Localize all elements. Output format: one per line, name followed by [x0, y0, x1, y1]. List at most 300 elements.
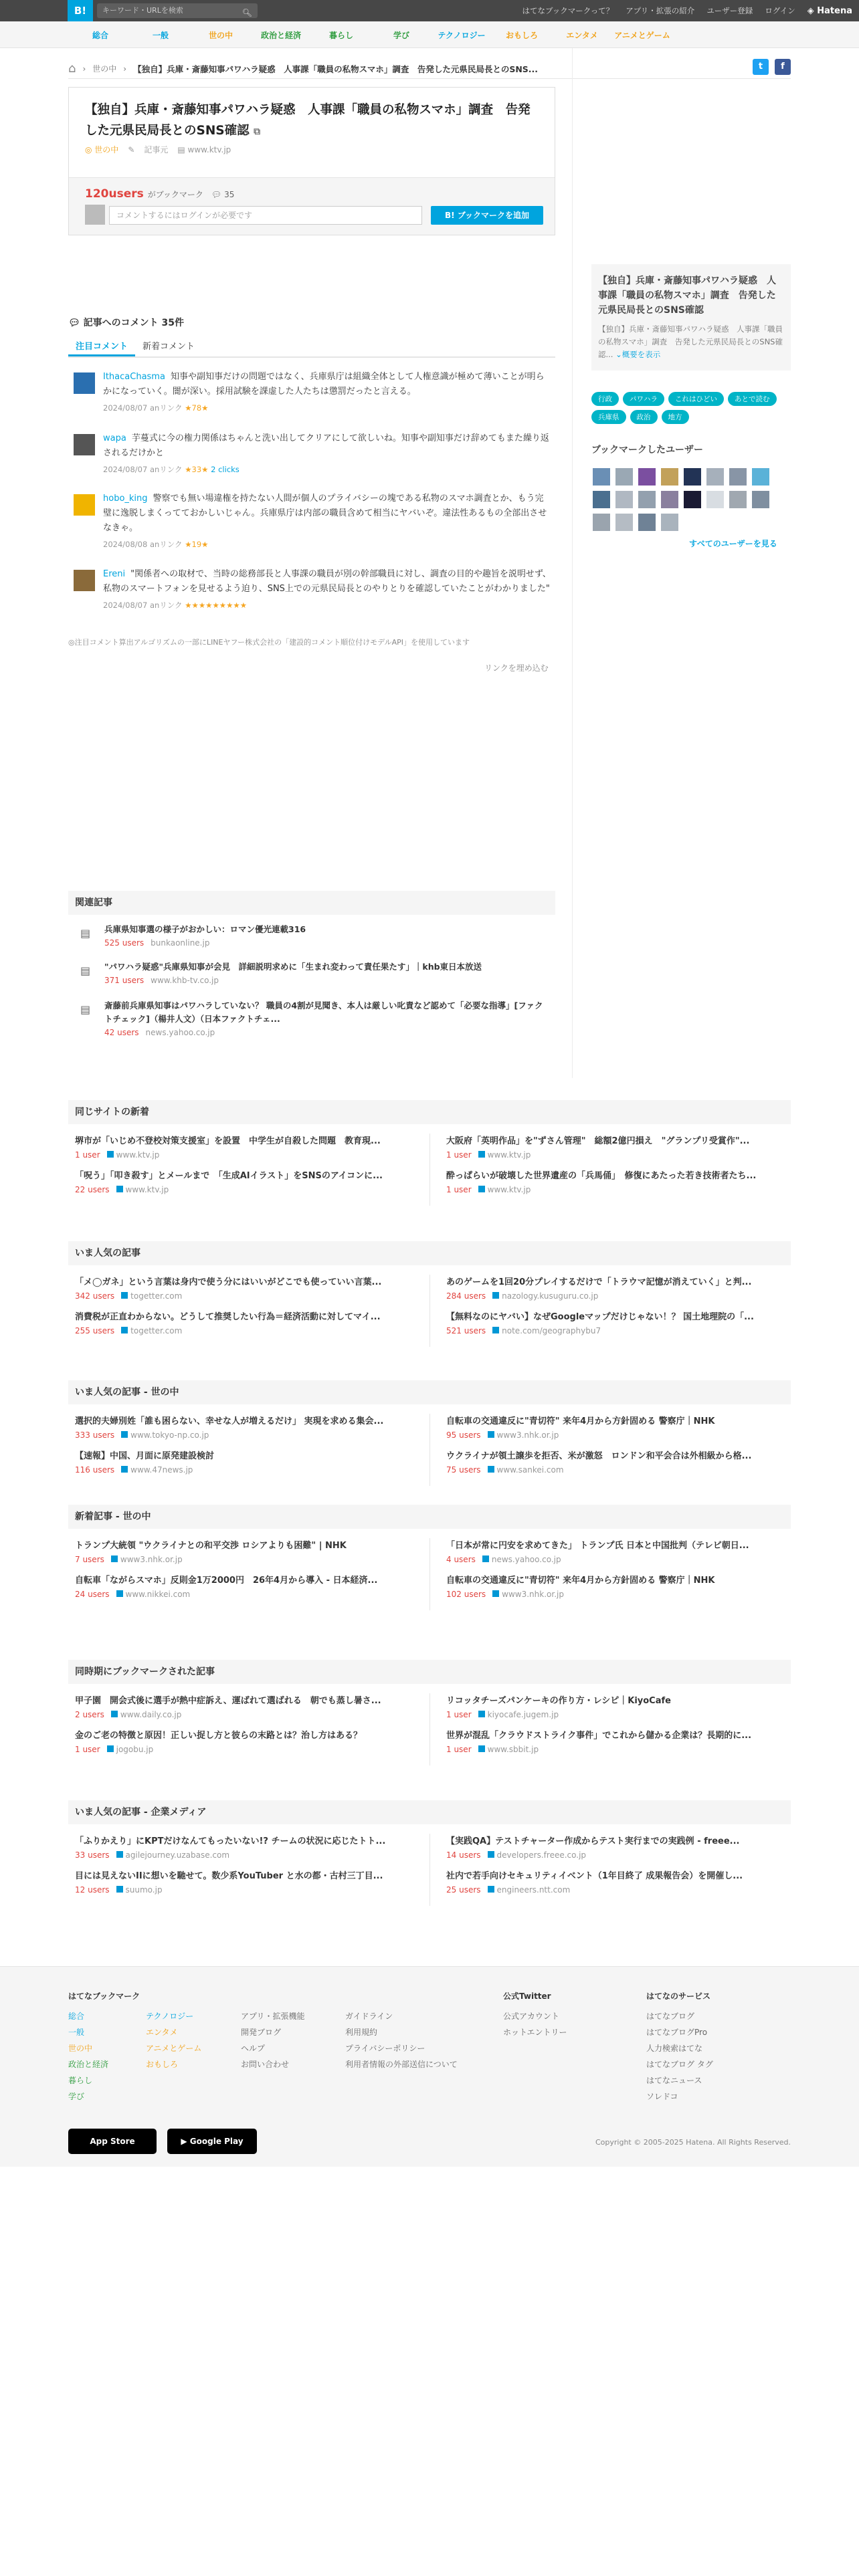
entry-category[interactable]: ◎ 世の中	[85, 145, 119, 154]
comment-icon: 💬︎	[211, 190, 222, 199]
footer-link[interactable]: おもしろ	[146, 2060, 179, 2069]
article-domain: suumo.jp	[125, 1885, 163, 1895]
bookmark-user-grid	[593, 468, 787, 531]
avatar[interactable]	[74, 570, 95, 591]
avatar[interactable]	[706, 468, 724, 486]
article-item[interactable]	[68, 1688, 413, 1723]
related-domain: bunkaonline.jp	[151, 938, 210, 948]
article-domain: www3.nhk.or.jp	[496, 1430, 559, 1440]
sidebar-summary	[591, 264, 791, 370]
article-domain: www.47news.jp	[130, 1465, 193, 1475]
article-domain: note.com/geographybu7	[502, 1326, 601, 1335]
article-item[interactable]	[440, 1863, 784, 1898]
google-play-button[interactable]: ▶ Google Play	[167, 2129, 257, 2154]
related-domain: www.khb-tv.co.jp	[151, 976, 219, 985]
footer-link[interactable]: 利用者情報の外部送信について	[345, 2060, 458, 2069]
footer-services-col	[646, 1988, 713, 2105]
article-section	[68, 1800, 791, 1914]
embed-link[interactable]: リンクを埋め込む	[484, 663, 549, 673]
favicon-icon	[116, 1186, 123, 1192]
article-domain: kiyocafe.jugem.jp	[487, 1710, 559, 1719]
avatar[interactable]	[752, 491, 769, 508]
comment-username[interactable]: Ereni	[103, 569, 126, 579]
article-title[interactable]: ウクライナが領土譲歩を拒否、米が激怒 ロンドン和平会合は外相級から格...	[446, 1451, 752, 1461]
nav-item[interactable]: アニメとゲーム	[614, 30, 670, 40]
sidebar-desc: 【独自】兵庫・斎藤知事パワハラ疑惑 人事課「職員の私物スマホ」調査 告発した元県民局長とのSNS確認... ⌄概要を表示	[598, 324, 783, 359]
clicks-count: 2 clicks	[211, 465, 240, 474]
nav-item[interactable]: 暮らし	[328, 30, 353, 40]
article-title[interactable]: あのゲームを1回20分プレイするだけで「トラウマ記憶が消えていく」と判...	[446, 1277, 752, 1287]
section-heading: 同じサイトの新着	[68, 1100, 791, 1124]
footer-service-link[interactable]: 人力検索はてな	[646, 2044, 703, 2053]
app-store-button[interactable]: App Store	[68, 2129, 157, 2154]
show-summary-link[interactable]: ⌄概要を表示	[615, 350, 661, 359]
article-item[interactable]	[68, 1533, 413, 1568]
article-domain: developers.freee.co.jp	[496, 1850, 587, 1860]
article-section	[68, 1380, 791, 1494]
article-users[interactable]: 2 users	[75, 1710, 104, 1719]
tag-list	[591, 392, 791, 424]
article-domain: togetter.com	[130, 1291, 183, 1301]
footer-link[interactable]: 世の中	[68, 2044, 93, 2053]
comment-note: ◎注目コメント算出アルゴリズムの一部にLINEヤフー株式会社の「建設的コメント順位付けモデルAPI」を使用しています	[68, 638, 470, 647]
search-input[interactable]	[97, 3, 258, 18]
apps-link[interactable]: アプリ・拡張の紹介	[626, 6, 695, 15]
nav-item[interactable]: 総合	[92, 30, 108, 40]
article-item[interactable]	[440, 1568, 784, 1602]
article-domain: www.ktv.jp	[487, 1150, 531, 1160]
article-title[interactable]: トランプ大統領 "ウクライナとの和平交渉 ロシアよりも困難" | NHK	[75, 1541, 347, 1551]
article-item[interactable]	[68, 1863, 413, 1898]
article-title[interactable]: 「ふりかえり」にKPTだけなんてもったいない!? チームの状況に応じたトト...	[75, 1836, 386, 1846]
avatar[interactable]	[593, 491, 610, 508]
comment-icon: 💬︎	[68, 318, 84, 328]
comment-username[interactable]: IthacaChasma	[103, 372, 165, 382]
avatar[interactable]	[593, 514, 610, 531]
favicon-icon	[488, 1466, 494, 1473]
related-users[interactable]: 525 users	[104, 938, 145, 948]
footer-service-link[interactable]: ソレドコ	[646, 2092, 678, 2101]
article-item[interactable]	[440, 1533, 784, 1568]
section-heading: いま人気の記事 - 企業メディア	[68, 1800, 791, 1824]
article-users[interactable]: 95 users	[446, 1430, 481, 1440]
article-users[interactable]: 1 user	[75, 1150, 100, 1160]
comment-count: 35	[224, 190, 235, 199]
related-users[interactable]: 371 users	[104, 976, 145, 985]
article-section	[68, 1241, 791, 1355]
avatar[interactable]	[615, 514, 633, 531]
favicon-icon	[478, 1151, 485, 1158]
star-icon[interactable]: ★★★★★★★★★	[185, 601, 248, 610]
comment-text: 芋蔓式に今の権力関係はちゃんと洗い出してクリアにして欲しいね。知事や副知事だけ辞めてもまた繰り返されるだけかと	[103, 433, 549, 458]
favicon-icon	[121, 1466, 128, 1473]
article-title[interactable]: 世界が混乱「クラウドストライク事件」でこれから儲かる企業は？長期的に...	[446, 1731, 752, 1741]
article-title[interactable]: 目には見えないIIに想いを馳せて。数少系YouTuber と水の都・古村三丁目...	[75, 1871, 383, 1881]
article-domain: togetter.com	[130, 1326, 183, 1335]
nav-item[interactable]: 一般	[152, 30, 169, 40]
avatar[interactable]	[615, 468, 633, 486]
avatar[interactable]	[729, 468, 747, 486]
avatar[interactable]	[593, 468, 610, 486]
avatar[interactable]	[661, 468, 678, 486]
favicon-icon	[121, 1292, 128, 1299]
category-nav	[0, 21, 859, 48]
favicon-icon	[107, 1151, 114, 1158]
top-links	[522, 0, 852, 21]
footer-link[interactable]: 政治と経済	[68, 2060, 109, 2069]
article-item[interactable]	[440, 1723, 784, 1757]
article-item[interactable]	[68, 1723, 413, 1757]
footer-service-link[interactable]: はてなブログ タグ	[646, 2060, 713, 2069]
article-domain: www.sbbit.jp	[487, 1745, 539, 1754]
avatar[interactable]	[74, 372, 95, 394]
article-domain: jogobu.jp	[116, 1745, 154, 1754]
footer-link[interactable]: 一般	[68, 2028, 85, 2037]
article-section	[68, 1100, 791, 1214]
article-domain: nazology.kusuguru.co.jp	[502, 1291, 599, 1301]
footer-bookmark-title: はてなブックマーク	[68, 1992, 140, 2001]
favicon-icon	[488, 1431, 494, 1438]
nav-item[interactable]: エンタメ	[566, 30, 598, 40]
comment-username[interactable]: wapa	[103, 433, 126, 443]
bookmark-users-title: ブックマークしたユーザー	[591, 445, 704, 455]
search-icon[interactable]: 🔍︎	[242, 8, 252, 17]
favicon-icon	[492, 1590, 499, 1597]
article-title[interactable]: 大阪府「英明作品」を"ずさん管理" 総額2億円損え "グランプリ受賞作"...	[446, 1136, 750, 1146]
article-section	[68, 1660, 791, 1774]
article-title[interactable]: 【無料なのにヤバい】なぜGoogleマップだけじゃない！？ 国土地理院の「...	[446, 1312, 754, 1322]
page-icon: ▤	[177, 144, 188, 154]
footer-twitter-link[interactable]: ホットエントリー	[503, 2028, 567, 2037]
section-heading: 同時期にブックマークされた記事	[68, 1660, 791, 1684]
article-title[interactable]: 「呪う」「叩き殺す」とメールまで 「生成AIイラスト」をSNSのアイコンに...	[75, 1171, 383, 1181]
bookmark-users-count[interactable]: 120users がブックマーク 💬︎ 35	[85, 187, 235, 201]
star-icon[interactable]: ★19★	[185, 540, 209, 549]
hatena-brand-link[interactable]	[807, 6, 852, 16]
nav-item[interactable]: 政治と経済	[260, 30, 301, 40]
article-domain: engineers.ntt.com	[496, 1885, 571, 1895]
article-domain: www3.nhk.or.jp	[120, 1555, 183, 1564]
avatar[interactable]	[661, 514, 678, 531]
article-title[interactable]: 自転車の交通違反に"青切符" 来年4月から方針固める 警察庁｜NHK	[446, 1576, 715, 1586]
footer-link[interactable]: 総合	[68, 2012, 85, 2021]
article-users[interactable]: 14 users	[446, 1850, 481, 1860]
avatar[interactable]	[661, 491, 678, 508]
hatena-logo-icon: ◈	[807, 5, 818, 16]
comment-input[interactable]: コメントするにはログインが必要です	[109, 206, 422, 225]
edit-icon[interactable]: ✎	[128, 144, 135, 154]
favicon-icon	[492, 1292, 499, 1299]
comment-date[interactable]: 2024/08/07	[103, 403, 148, 413]
tag[interactable]: あとで読む	[728, 392, 777, 406]
article-title[interactable]: 金のご老の特徴と原因！正しい捉し方と彼らの末路とは？治し方はある？	[75, 1731, 363, 1741]
article-domain: www.sankei.com	[496, 1465, 564, 1475]
home-icon[interactable]: ⌂	[68, 62, 76, 76]
footer-link[interactable]: アニメとゲーム	[146, 2044, 202, 2053]
favicon-icon	[116, 1886, 123, 1893]
article-users[interactable]: 333 users	[75, 1430, 115, 1440]
article-item[interactable]	[440, 1163, 784, 1198]
tag[interactable]: 行政	[591, 392, 619, 406]
article-users[interactable]: 1 user	[446, 1185, 472, 1194]
article-domain: news.yahoo.co.jp	[491, 1555, 561, 1564]
avatar[interactable]	[638, 468, 656, 486]
tag[interactable]: 政治	[630, 410, 658, 424]
comments-heading: 💬︎ 記事へのコメント 35件	[68, 318, 185, 328]
article-users[interactable]: 75 users	[446, 1465, 481, 1475]
footer	[0, 1966, 859, 2167]
nav-item[interactable]: テクノロジー	[438, 30, 486, 40]
article-item[interactable]	[68, 1128, 413, 1163]
article-users[interactable]: 284 users	[446, 1291, 486, 1301]
favicon-icon	[492, 1327, 499, 1333]
favicon-icon	[482, 1555, 489, 1562]
comment-link[interactable]: anリンク	[149, 403, 183, 413]
hatena-bookmark-logo[interactable]: B!	[68, 0, 93, 21]
tab-newest[interactable]: 新着コメント	[142, 342, 195, 352]
related-heading: 関連記事	[68, 891, 555, 915]
favicon-icon	[107, 1745, 114, 1752]
article-title[interactable]: 酔っぱらいが破壊した世界遺産の「兵馬俑」 修復にあたった若き技術者たち...	[446, 1171, 757, 1181]
document-icon: ▤	[80, 927, 91, 940]
article-domain: agilejourney.uzabase.com	[125, 1850, 230, 1860]
avatar[interactable]	[74, 494, 95, 516]
avatar[interactable]	[638, 514, 656, 531]
article-users[interactable]: 1 user	[446, 1745, 472, 1754]
article-item[interactable]	[440, 1828, 784, 1863]
sidebar-title[interactable]: 【独自】兵庫・斎藤知事パワハラ疑惑 人事課「職員の私物スマホ」調査 告発した元県民局長とのSNS確認	[598, 276, 776, 316]
article-users[interactable]: 255 users	[75, 1326, 115, 1335]
footer-bookmark-col	[68, 1988, 140, 2008]
article-section	[68, 1505, 791, 1618]
breadcrumb: ⌂ › 世の中 › 【独自】兵庫・斎藤知事パワハラ疑惑 人事課「職員の私物スマホ」調査 告発した元県民局長とのSNS...	[68, 59, 791, 79]
article-title[interactable]: リコッタチーズパンケーキの作り方・レシピ｜KiyoCafe	[446, 1696, 671, 1706]
avatar[interactable]	[684, 468, 701, 486]
article-domain: www3.nhk.or.jp	[502, 1590, 564, 1599]
article-users[interactable]: 24 users	[75, 1590, 110, 1599]
avatar[interactable]	[752, 468, 769, 486]
favicon-icon	[488, 1851, 494, 1858]
avatar[interactable]	[729, 491, 747, 508]
article-users[interactable]: 25 users	[446, 1885, 481, 1895]
bookmark-label: がブックマーク	[147, 190, 203, 199]
signup-link[interactable]: ユーザー登録	[706, 6, 753, 15]
comment-link[interactable]: anリンク	[149, 540, 183, 549]
footer-link[interactable]: お問い合わせ	[241, 2060, 290, 2069]
article-domain: www.tokyo-np.co.jp	[130, 1430, 209, 1440]
article-domain: www.ktv.jp	[116, 1150, 160, 1160]
favicon-icon	[478, 1745, 485, 1752]
login-link[interactable]: ログイン	[765, 6, 795, 15]
article-users[interactable]: 521 users	[446, 1326, 486, 1335]
article-users[interactable]: 116 users	[75, 1465, 115, 1475]
avatar[interactable]	[615, 491, 633, 508]
article-item[interactable]	[440, 1304, 784, 1339]
related-item[interactable]	[75, 923, 550, 950]
comment-text: "関係者への取材で、当時の総務部長と人事課の職員が別の幹部職員に対し、調査の目的や趣旨を説明せず、私物のスマートフォンを見せるよう迫り、SNS上での元県民局長とのやりとりを確認していたことがわかりました"	[103, 569, 551, 594]
footer-twitter-col	[503, 1988, 567, 2040]
comment-username[interactable]: hobo_king	[103, 494, 148, 504]
article-item[interactable]	[68, 1163, 413, 1198]
favicon-icon	[111, 1555, 118, 1562]
footer-twitter-link[interactable]: 公式アカウント	[503, 2012, 559, 2021]
article-users[interactable]: 1 user	[446, 1150, 472, 1160]
top-bar	[0, 0, 859, 21]
article-domain: www.ktv.jp	[487, 1185, 531, 1194]
article-title[interactable]: 消費税が正直わからない。どうして推奨したい行為＝経済活動に対してマイ...	[75, 1312, 381, 1322]
column-divider	[572, 48, 573, 1078]
article-title[interactable]: 「メ◯ガネ」という言葉は身内で使う分にはいいがどこでも使っていい言葉...	[75, 1277, 382, 1287]
breadcrumb-title: 【独自】兵庫・斎藤知事パワハラ疑惑 人事課「職員の私物スマホ」調査 告発した元県民局長とのSNS...	[133, 64, 539, 74]
favicon-icon	[488, 1886, 494, 1893]
article-item[interactable]	[440, 1408, 784, 1443]
article-item[interactable]	[440, 1269, 784, 1304]
article-users[interactable]: 22 users	[75, 1185, 110, 1194]
favicon-icon	[116, 1851, 123, 1858]
section-heading: いま人気の記事	[68, 1241, 791, 1265]
avatar[interactable]	[74, 434, 95, 455]
copyright: Copyright © 2005-2025 Hatena. All Rights Reserved.	[595, 2138, 791, 2147]
kiji-label: 記事元	[144, 145, 169, 154]
external-link-icon[interactable]: ⧉	[254, 126, 261, 137]
avatar[interactable]	[638, 491, 656, 508]
article-users[interactable]: 342 users	[75, 1291, 115, 1301]
article-title[interactable]: 自転車の交通違反に"青切符" 来年4月から方針固める 警察庁｜NHK	[446, 1416, 715, 1426]
footer-twitter-title: 公式Twitter	[503, 1992, 551, 2001]
comment-date[interactable]: 2024/08/07	[103, 465, 148, 474]
footer-link[interactable]: 開発ブログ	[241, 2028, 282, 2037]
section-heading: いま人気の記事 - 世の中	[68, 1380, 791, 1404]
footer-service-link[interactable]: はてなブログ	[646, 2012, 695, 2021]
article-users[interactable]: 102 users	[446, 1590, 486, 1599]
entry-meta	[85, 144, 231, 155]
favicon-icon	[121, 1327, 128, 1333]
footer-link[interactable]: プライバシーポリシー	[345, 2044, 425, 2053]
facebook-share-icon[interactable]: f	[775, 59, 791, 75]
avatar[interactable]	[684, 491, 701, 508]
related-item[interactable]	[75, 960, 550, 987]
comment-date[interactable]: 2024/08/07	[103, 601, 148, 610]
article-domain: www.daily.co.jp	[120, 1710, 182, 1719]
article-title[interactable]: 「日本が常に円安を求めてきた」 トランプ氏 日本と中国批判（テレビ朝日...	[446, 1541, 749, 1551]
article-domain: www.ktv.jp	[125, 1185, 169, 1194]
add-bookmark-button[interactable]: B! ブックマークを追加	[431, 206, 543, 225]
article-users[interactable]: 7 users	[75, 1555, 104, 1564]
footer-link[interactable]: アプリ・拡張機能	[241, 2012, 305, 2021]
article-title[interactable]: 堺市が「いじめ不登校対策支援室」を設置 中学生が自殺した問題 教育現...	[75, 1136, 381, 1146]
entry-title[interactable]: 【独自】兵庫・斎藤知事パワハラ疑惑 人事課「職員の私物スマホ」調査 告発した元県民局長とのSNS確認 ⧉	[85, 103, 531, 138]
article-users[interactable]: 1 user	[446, 1710, 472, 1719]
article-users[interactable]: 33 users	[75, 1850, 110, 1860]
comment-link[interactable]: anリンク	[149, 601, 183, 610]
nav-item[interactable]: 世の中	[208, 30, 233, 40]
footer-service-link[interactable]: はてなニュース	[646, 2076, 702, 2085]
article-users[interactable]: 4 users	[446, 1555, 476, 1564]
article-item[interactable]	[440, 1128, 784, 1163]
nav-item[interactable]: おもしろ	[505, 30, 538, 40]
comment-text: 知事や副知事だけの問題ではなく、兵庫県庁は組織全体として人権意識が極めて薄いことが明らかになっていく。闇が深い。採用試験を課虚した人たちは懲罰だったと言える。	[103, 372, 545, 397]
footer-link[interactable]: エンタメ	[146, 2028, 178, 2037]
article-title[interactable]: 自転車「ながらスマホ」反則金1万2000円 26年4月から導入 - 日本経済...	[75, 1576, 378, 1586]
article-item[interactable]	[440, 1443, 784, 1478]
article-item[interactable]	[68, 1408, 413, 1443]
all-users-link[interactable]: すべてのユーザーを見る	[689, 539, 777, 548]
footer-service-link[interactable]: はてなブログPro	[646, 2028, 708, 2037]
related-title[interactable]: 斎藤前兵庫県知事はパワハラしていない？ 職員の4割が見聞き、本人は厳しい叱責など認めて「必要な指導」[ファクトチェック]（楊井人文）（日本ファクトチェ...	[104, 1000, 543, 1024]
avatar	[85, 205, 105, 225]
entry-box	[68, 87, 555, 235]
article-title[interactable]: 選択的夫婦別姓「誰も困らない、幸せな人が増えるだけ」 実現を求める集会...	[75, 1416, 384, 1426]
footer-link[interactable]: 学び	[68, 2092, 85, 2101]
nav-item[interactable]: 学び	[393, 30, 409, 40]
twitter-share-icon[interactable]: t	[753, 59, 769, 75]
favicon-icon	[478, 1186, 485, 1192]
play-icon: ▶	[181, 2137, 190, 2146]
footer-services-title: はてなのサービス	[646, 1992, 711, 2001]
article-title[interactable]: 社内で若手向けセキュリティイベント（1年目終了 成果報告会）を開催し...	[446, 1871, 743, 1881]
favicon-icon	[111, 1711, 118, 1717]
article-domain: www.nikkei.com	[125, 1590, 191, 1599]
comment-link[interactable]: anリンク	[149, 465, 183, 474]
related-users[interactable]: 42 users	[104, 1028, 139, 1037]
about-link[interactable]: はてなブックマークって？	[522, 6, 614, 15]
tag[interactable]: 兵庫県	[591, 410, 626, 424]
tab-featured[interactable]: 注目コメント	[68, 338, 135, 356]
article-users[interactable]: 12 users	[75, 1885, 110, 1895]
comment-date[interactable]: 2024/08/08	[103, 540, 148, 549]
article-title[interactable]: 甲子園 開会式後に選手が熱中症訴え、運ばれて選ばれる 朝でも蒸し暑さ...	[75, 1696, 381, 1706]
article-item[interactable]	[68, 1443, 413, 1478]
article-item[interactable]	[68, 1828, 413, 1863]
document-icon: ▤	[80, 964, 91, 977]
tag[interactable]: パワハラ	[623, 392, 664, 406]
tag[interactable]: これはひどい	[668, 392, 724, 406]
section-heading: 新着記事 - 世の中	[68, 1505, 791, 1529]
bookmark-bar	[69, 177, 555, 235]
article-item[interactable]	[440, 1688, 784, 1723]
tag[interactable]: 地方	[662, 410, 689, 424]
related-title[interactable]: 兵庫県知事選の様子がおかしい：ロマン優光連載316	[104, 924, 306, 934]
hatena-brand-text: Hatena	[817, 5, 852, 16]
star-icon[interactable]: ★78★	[185, 403, 209, 413]
footer-link[interactable]: 利用規約	[345, 2028, 378, 2037]
favicon-icon	[121, 1431, 128, 1438]
footer-link[interactable]: ガイドライン	[345, 2012, 393, 2021]
footer-link[interactable]: ヘルプ	[241, 2044, 266, 2053]
star-icon[interactable]: ★33★	[185, 465, 209, 474]
article-title[interactable]: 【速報】中国、月面に原発建設検討	[75, 1451, 215, 1461]
breadcrumb-category[interactable]: 世の中	[92, 64, 117, 74]
article-item[interactable]	[68, 1568, 413, 1602]
article-item[interactable]	[68, 1269, 413, 1304]
entry-domain[interactable]: ▤ www.ktv.jp	[177, 144, 231, 154]
comment-text: 警察でも無い場違権を持たない人間が個人のプライバシーの塊である私物のスマホ調査とか、もう完璧に逸脱しまくってておかしいじゃん。兵庫県庁は内部の職員含めて相当にヤバいぞ。違法性あるもの全部出させなきゃ。	[103, 494, 547, 533]
footer-link[interactable]: テクノロジー	[146, 2012, 194, 2021]
favicon-icon	[116, 1590, 123, 1597]
article-item[interactable]	[68, 1304, 413, 1339]
search-placeholder: キーワード・URLを検索	[102, 6, 183, 15]
chevron-down-icon: ⌄	[615, 350, 622, 359]
article-title[interactable]: 【実践QA】テストチャーター作成からテスト実行までの実践例 - freee...	[446, 1836, 740, 1846]
category-icon: ◎	[85, 145, 95, 154]
footer-link[interactable]: 暮らし	[68, 2076, 93, 2085]
document-icon: ▤	[80, 1003, 91, 1016]
avatar[interactable]	[706, 491, 724, 508]
article-users[interactable]: 1 user	[75, 1745, 100, 1754]
related-title[interactable]: "パワハラ疑惑"兵庫県知事が会見 詳細説明求めに「生まれ変わって責任果たす」｜khb東日本放送	[104, 962, 482, 972]
comment-tabs	[68, 338, 555, 358]
related-item[interactable]	[75, 999, 550, 1039]
